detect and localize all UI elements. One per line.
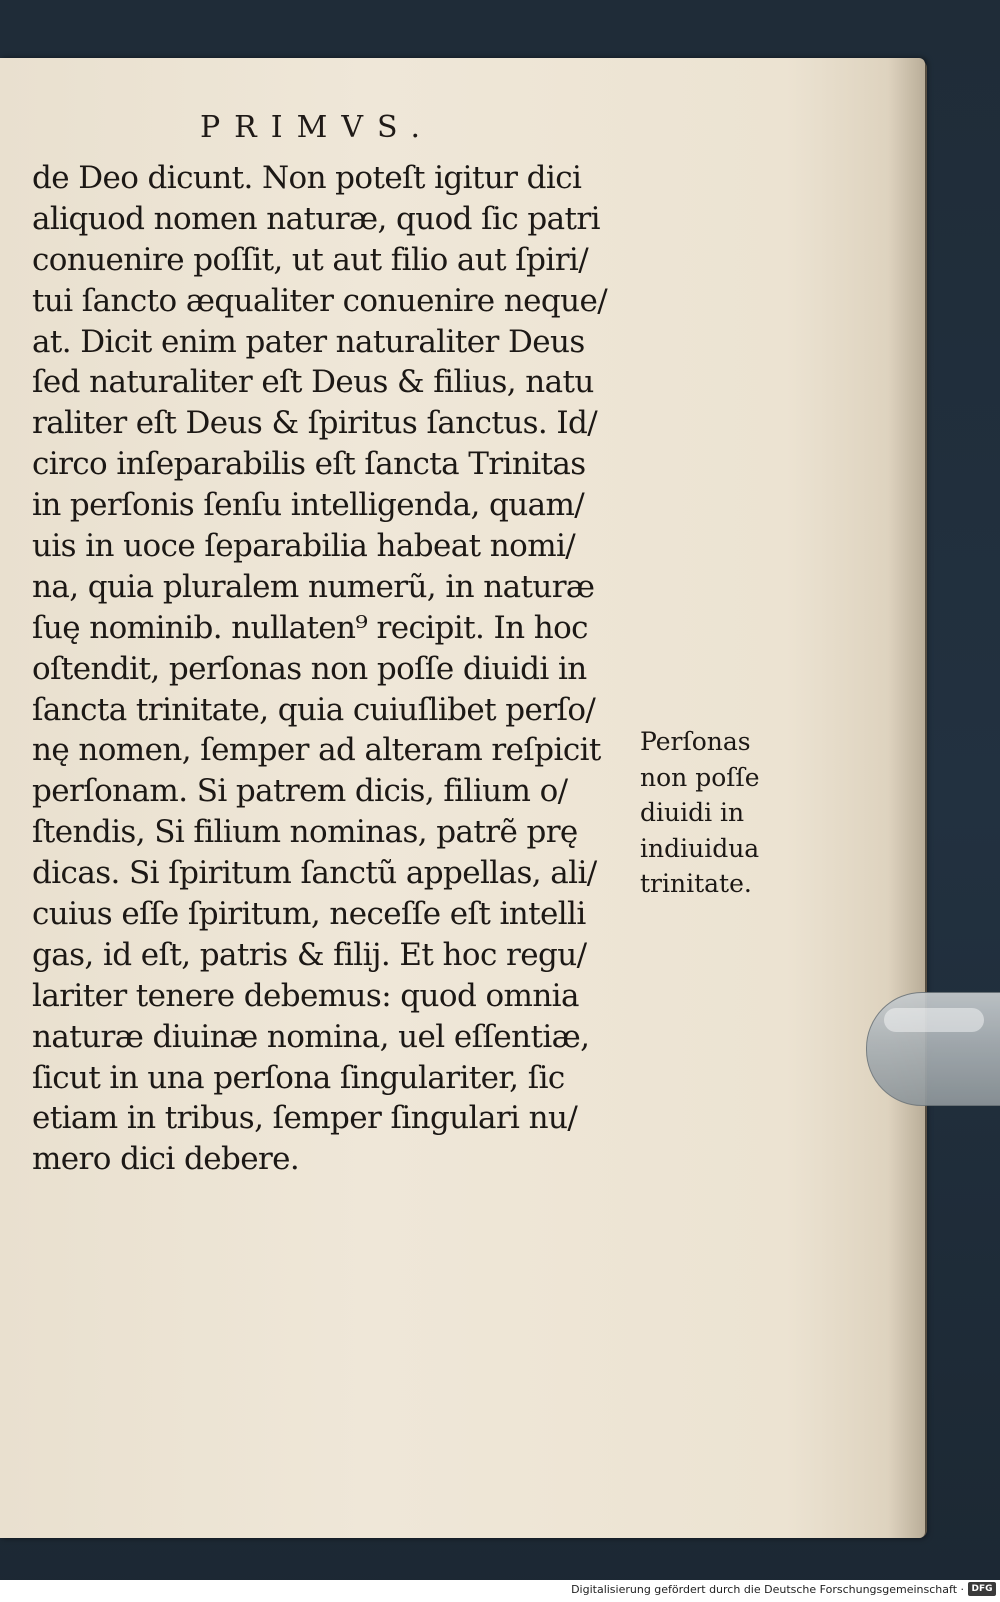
- running-head: PRIMVS.: [200, 110, 435, 145]
- text-line: oſtendit, perſonas non poſſe diuidi in: [32, 650, 587, 687]
- text-line: uis in uoce ſeparabilia habeat nomi/: [32, 528, 576, 565]
- text-line: tui ſancto æqualiter conuenire neque/: [32, 282, 608, 319]
- footer-credit: Digitalisierung gefördert durch die Deutsche Forschungsgemeinschaft ·: [571, 1583, 964, 1596]
- text-line: ſicut in una perſona ſingulariter, ſic: [32, 1059, 565, 1096]
- text-line: ſtendis, Si filium nominas, patrẽ prę: [32, 814, 578, 851]
- text-line: aliquod nomen naturæ, quod ſic patri: [32, 200, 600, 237]
- page-clip-shine: [884, 1008, 984, 1032]
- text-line: ſuę nominib. nullaten⁹ recipit. In hoc: [32, 609, 588, 646]
- text-line: conuenire poſſit, ut aut filio aut ſpiri/: [32, 241, 589, 278]
- show-through-bleed: [690, 140, 820, 254]
- text-line: gas, id eſt, patris & filij. Et hoc regu/: [32, 936, 587, 973]
- marginal-note-line: trinitate.: [640, 869, 752, 898]
- body-text-block: [32, 158, 647, 1180]
- text-line: at. Dicit enim pater naturaliter Deus: [32, 323, 585, 360]
- text-line: ſancta trinitate, quia cuiuſlibet perſo/: [32, 691, 596, 728]
- text-line: mero dici debere.: [32, 1141, 300, 1178]
- marginal-note: [640, 724, 780, 902]
- text-line: naturæ diuinæ nomina, uel eſſentiæ,: [32, 1018, 590, 1055]
- marginal-note-line: non poſſe: [640, 762, 760, 792]
- text-line: etiam in tribus, ſemper ſingulari nu/: [32, 1100, 578, 1137]
- dfg-logo: DFG: [968, 1582, 996, 1596]
- text-line: raliter eſt Deus & ſpiritus ſanctus. Id/: [32, 405, 598, 442]
- text-line: in perſonis ſenſu intelligenda, quam/: [32, 487, 585, 524]
- text-line: nę nomen, ſemper ad alteram reſpicit: [32, 732, 601, 769]
- text-line: lariter tenere debemus: quod omnia: [32, 977, 579, 1014]
- text-line: de Deo dicunt. Non poteſt igitur dici: [32, 160, 582, 196]
- marginal-note-line: Perſonas: [640, 727, 751, 756]
- text-line: ſed naturaliter eſt Deus & filius, natu: [32, 364, 594, 401]
- marginal-note-line: diuidi in: [640, 798, 745, 827]
- text-line: dicas. Si ſpiritum ſanctũ appellas, ali/: [32, 855, 597, 892]
- text-line: cuius eſſe ſpiritum, neceſſe eſt intelli: [32, 896, 586, 933]
- marginal-note-line: indiuidua: [640, 833, 760, 863]
- text-line: na, quia pluralem numerũ, in naturæ: [32, 568, 595, 605]
- text-line: perſonam. Si patrem dicis, filium o/: [32, 773, 568, 810]
- text-line: circo inſeparabilis eſt ſancta Trinitas: [32, 446, 586, 483]
